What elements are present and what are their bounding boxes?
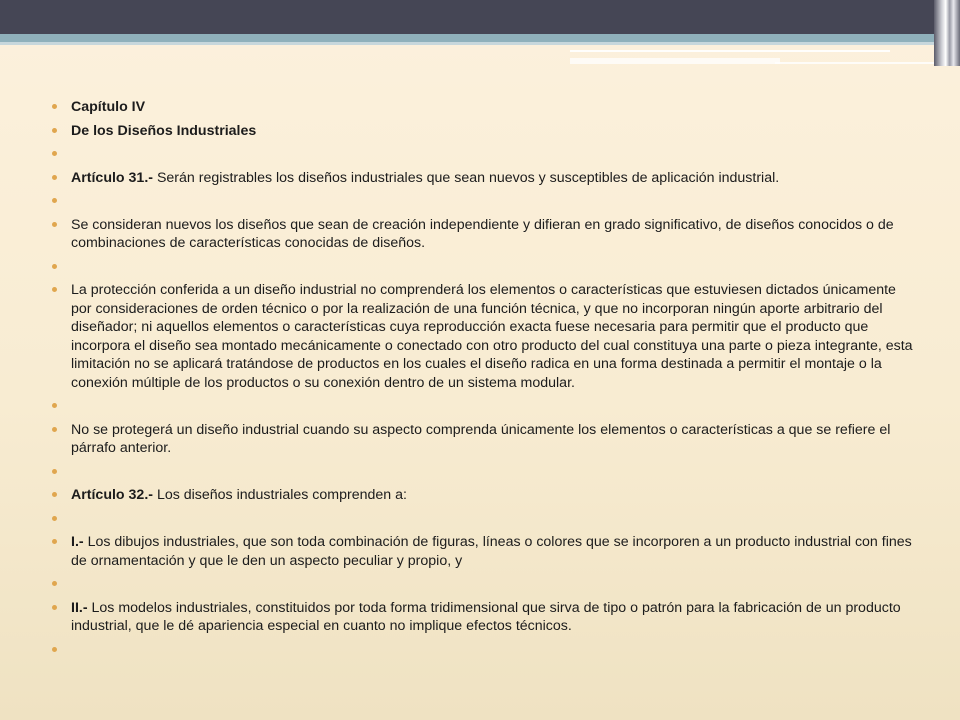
decorative-line	[775, 62, 940, 64]
list-item-empty	[52, 641, 914, 660]
list-item	[52, 599, 914, 636]
bullet-icon	[52, 264, 57, 269]
bullet-icon	[52, 647, 57, 652]
paragraph-text: Se consideran nuevos los diseños que sean de creación independiente y difieran en grado significativo, de diseños conocidos o de combinaciones de características conocidas de diseños.	[71, 216, 894, 251]
list-item	[52, 98, 914, 117]
article-text: Los diseños industriales comprenden a:	[156, 487, 407, 503]
clause-label: II.-	[71, 599, 92, 616]
bullet-icon	[52, 581, 57, 586]
decorative-line	[570, 50, 890, 52]
list-item	[52, 169, 914, 188]
bullet-icon	[52, 128, 57, 133]
bullet-icon	[52, 175, 57, 180]
article-label: Artículo 32.-	[71, 487, 157, 503]
paragraph-text: La protección conferida a un diseño industrial no comprenderá los elementos o características que estuviesen dictados únicamente por consideraciones de orden técnico o por la realización de una función técnica, y que no incorporan ningún aporte arbitrario del diseñador; ni aquellos elementos o características cuya reproducción exacta fuese necesaria para permitir que el producto que incorpora el diseño sea montado mecánicamente o conectado con otro producto del cual constituya una parte o pieza integrante, esta limitación no se aplicará tratándose de productos en los cuales el diseño radica en una forma destinada a permitir el montaje o la conexión múltiple de los productos o su conexión dentro de un sistema modular.	[71, 282, 913, 391]
bullet-list	[52, 98, 914, 659]
bullet-icon	[52, 287, 57, 292]
article-text: Serán registrables los diseños industriales que sean nuevos y susceptibles de aplicación industrial.	[156, 169, 780, 186]
bullet-icon	[52, 539, 57, 544]
heading-chapter: Capítulo IV	[71, 99, 146, 115]
clause-text: Los dibujos industriales, que son toda combinación de figuras, líneas o colores que se incorporen a un producto industrial con fines de ornamentación y que le den un aspecto peculiar y propio, y	[71, 534, 912, 569]
bullet-icon	[52, 469, 57, 474]
list-item	[52, 281, 914, 392]
bullet-icon	[52, 427, 57, 432]
slide-edge-decoration	[934, 0, 960, 66]
clause-label: I.-	[71, 534, 88, 550]
clause-text: Los modelos industriales, constituidos por toda forma tridimensional que sirva de tipo o patrón para la fabricación de un producto industrial, que le dé apariencia especial en cuanto no implique efectos técnicos.	[71, 599, 901, 634]
list-item-empty	[52, 463, 914, 482]
article-label: Artículo 31.-	[71, 169, 157, 186]
list-item-empty	[52, 397, 914, 416]
heading-title: De los Diseños Industriales	[71, 122, 257, 139]
list-item-empty	[52, 510, 914, 529]
list-item-empty	[52, 192, 914, 211]
list-item-empty	[52, 575, 914, 594]
bullet-icon	[52, 516, 57, 521]
slide-accent-strip	[0, 34, 940, 42]
list-item	[52, 122, 914, 141]
bullet-icon	[52, 198, 57, 203]
list-item	[52, 486, 914, 505]
bullet-icon	[52, 403, 57, 408]
slide-body	[52, 98, 914, 659]
list-item	[52, 533, 914, 570]
list-item	[52, 216, 914, 253]
bullet-icon	[52, 151, 57, 156]
list-item	[52, 421, 914, 458]
slide-header-bar	[0, 0, 960, 34]
slide-accent-strip-light	[0, 42, 940, 45]
bullet-icon	[52, 605, 57, 610]
bullet-icon	[52, 492, 57, 497]
decorative-line	[570, 58, 780, 64]
list-item-empty	[52, 258, 914, 277]
paragraph-text: No se protegerá un diseño industrial cuando su aspecto comprenda únicamente los elementos o características a que se refiere el párrafo anterior.	[71, 421, 891, 456]
list-item-empty	[52, 145, 914, 164]
bullet-icon	[52, 104, 57, 109]
bullet-icon	[52, 222, 57, 227]
